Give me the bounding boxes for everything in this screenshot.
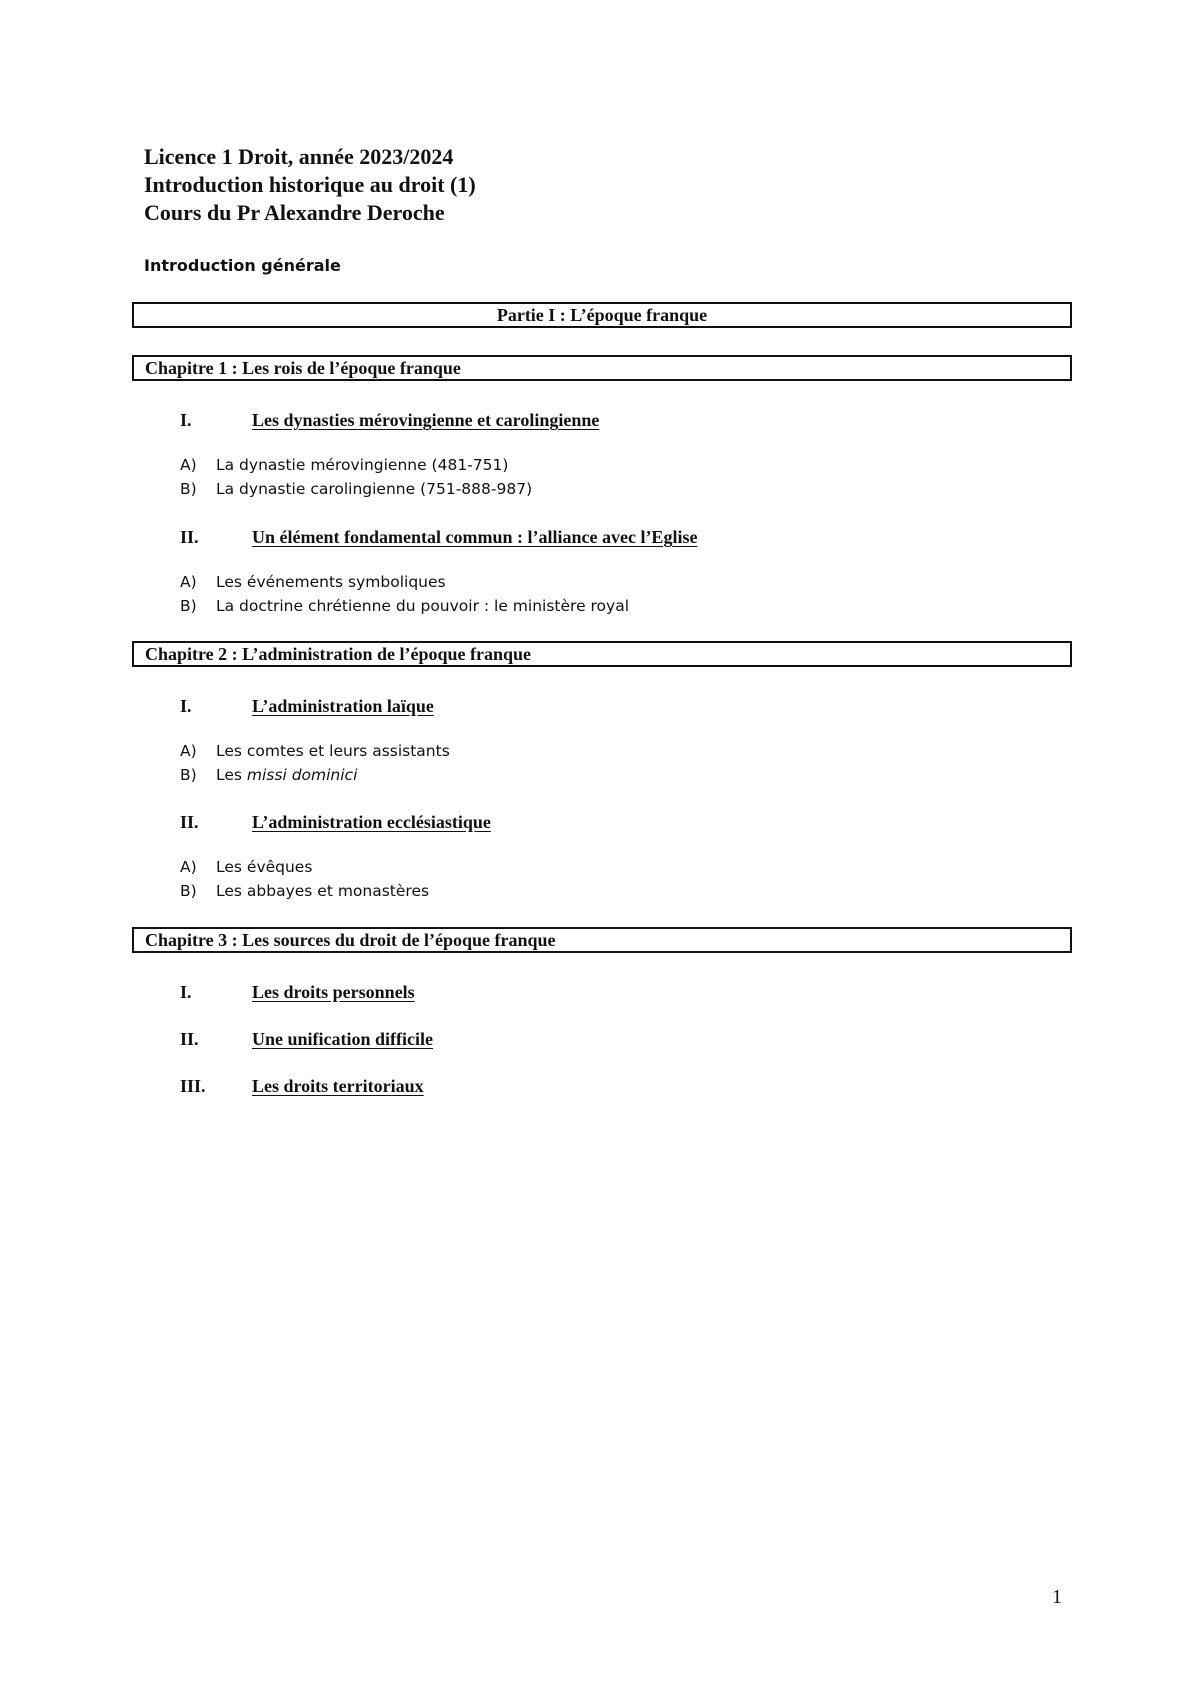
item-letter: B) [180,882,197,900]
item-text: Les événements symboliques [216,573,446,591]
item-letter: B) [180,480,197,498]
item-letter: B) [180,766,197,784]
item-letter: A) [180,858,197,876]
item-text: La dynastie carolingienne (751-888-987) [216,480,533,498]
general-introduction-label: Introduction générale [144,256,341,275]
chapter-1-heading: Chapitre 1 : Les rois de l’époque franque [132,355,1072,381]
item-letter: A) [180,573,197,591]
section-title: Les droits territoriaux [252,1076,424,1096]
item-letter: A) [180,742,197,760]
section-number: II. [180,812,199,832]
item-letter: A) [180,456,197,474]
course-professor: Cours du Pr Alexandre Deroche [144,200,445,225]
part-1-heading: Partie I : L’époque franque [132,302,1072,328]
section-title: Les droits personnels [252,982,415,1002]
page-number: 1 [1052,1586,1062,1608]
item-text-prefix: Les [216,766,247,784]
item-text: La dynastie mérovingienne (481-751) [216,456,509,474]
section-number: I. [180,982,192,1002]
item-text [216,766,357,784]
section-number: I. [180,410,192,430]
course-title: Introduction historique au droit (1) [144,172,476,197]
item-letter: B) [180,597,197,615]
chapter-2-heading: Chapitre 2 : L’administration de l’époque franque [132,641,1072,667]
course-level-title: Licence 1 Droit, année 2023/2024 [144,144,454,169]
section-title: L’administration laïque [252,696,434,716]
section-number: III. [180,1076,206,1096]
section-number: I. [180,696,192,716]
item-text: Les évêques [216,858,313,876]
item-text: Les abbayes et monastères [216,882,430,900]
item-text: La doctrine chrétienne du pouvoir : le ministère royal [216,597,630,615]
section-title: Une unification difficile [252,1029,433,1049]
section-title: Les dynasties mérovingienne et carolingienne [252,410,600,430]
section-title: Un élément fondamental commun : l’alliance avec l’Eglise [252,527,698,547]
item-text-italic: missi dominici [246,766,358,784]
item-text: Les comtes et leurs assistants [216,742,450,760]
section-number: II. [180,1029,199,1049]
section-number: II. [180,527,199,547]
chapter-3-heading: Chapitre 3 : Les sources du droit de l’époque franque [132,927,1072,953]
section-title: L’administration ecclésiastique [252,812,491,832]
